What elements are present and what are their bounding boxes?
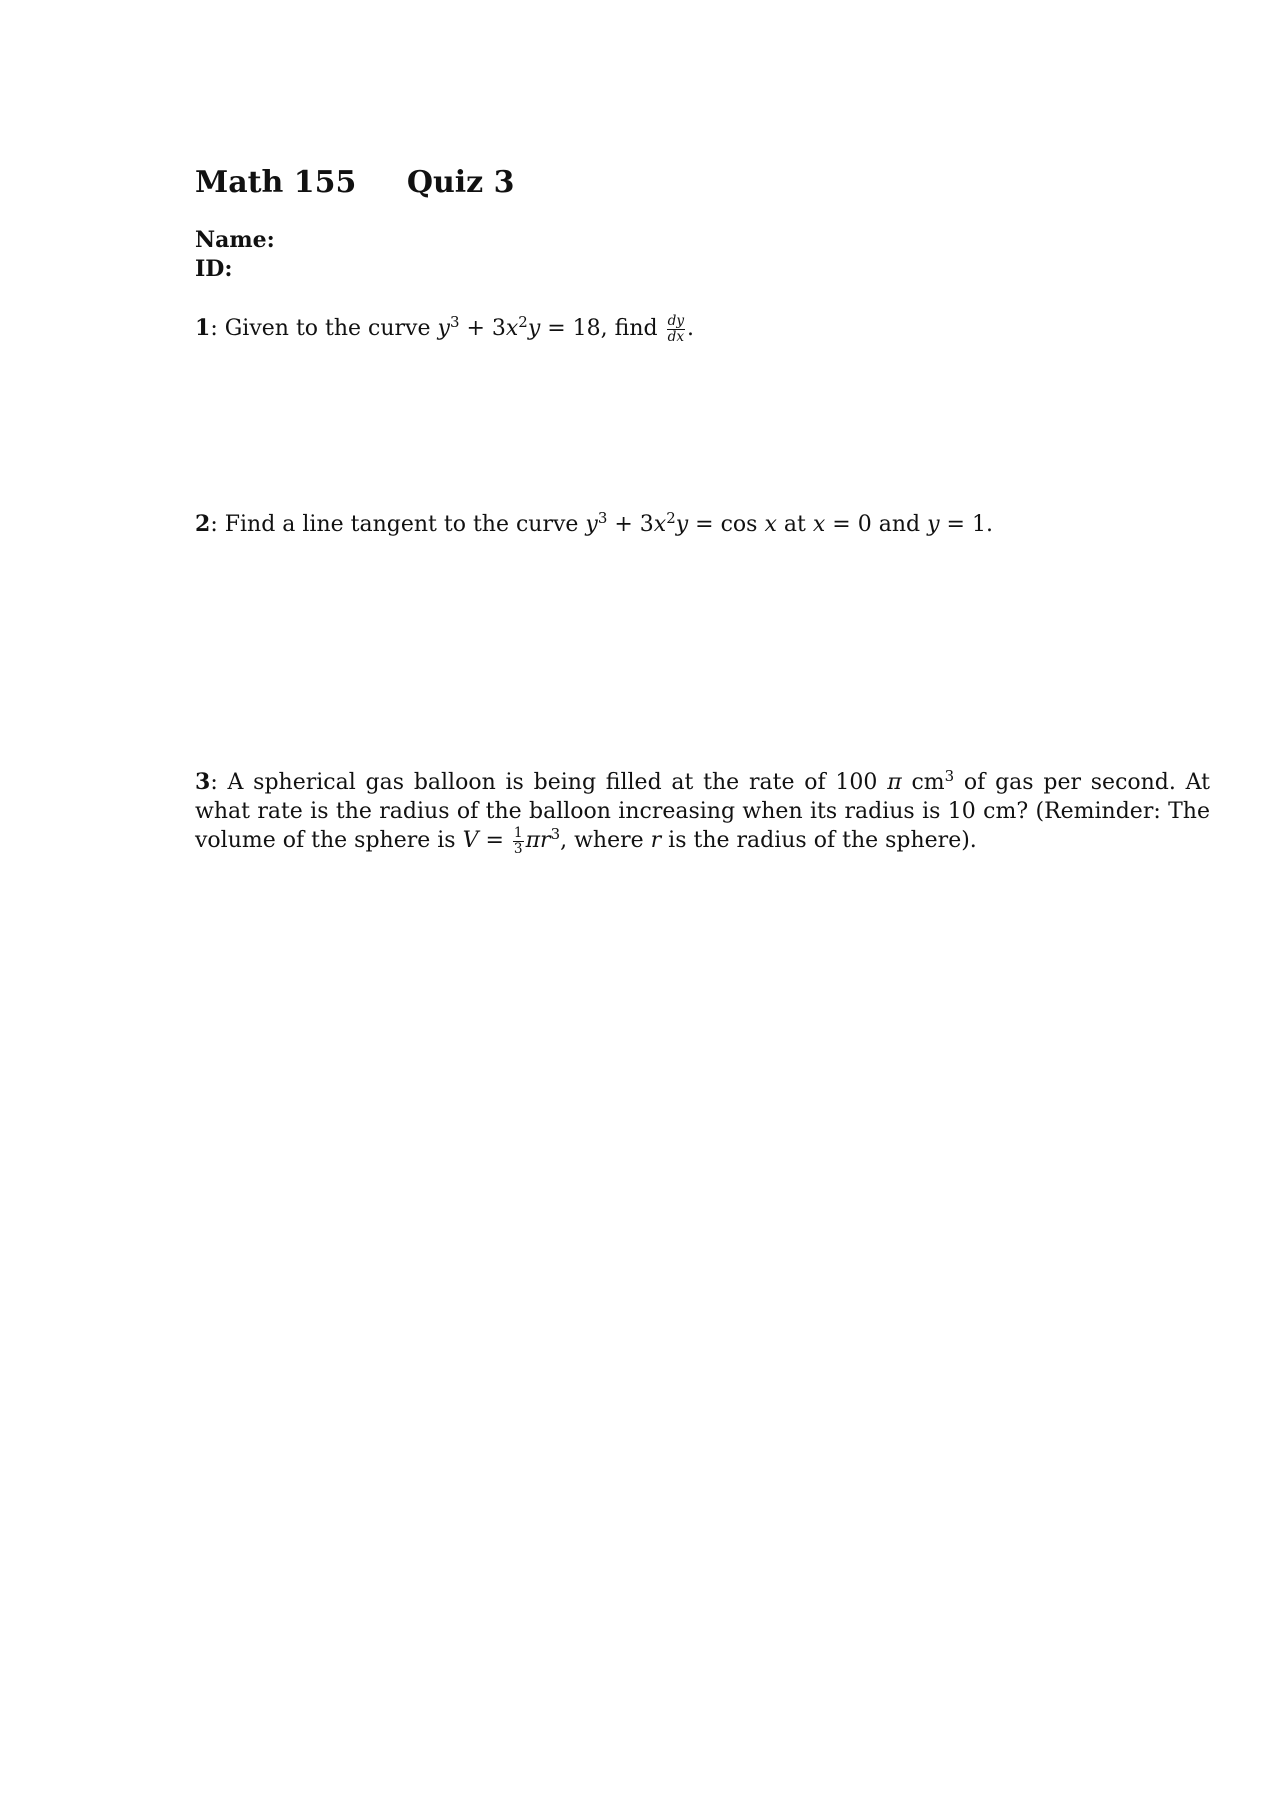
problem-text-d: is the radius of the sphere). <box>668 828 977 853</box>
id-label: ID: <box>195 256 233 282</box>
problem-number: 1 <box>195 315 211 341</box>
problem-intro: Find a line tangent to the curve <box>224 512 579 537</box>
variable-x: x <box>812 512 826 537</box>
problem-text-a: A spherical gas balloon is being filled at the rate of 100 <box>227 770 878 795</box>
equation-rest: = 18, find <box>547 316 658 341</box>
variable-y: y <box>927 512 940 537</box>
equation: $y^3 + 3x^2y$ <box>585 508 689 537</box>
problem-text-c: , where <box>560 828 644 853</box>
fraction-denominator: 3 <box>513 840 523 857</box>
one-third-fraction <box>513 826 524 856</box>
problem-intro: Given to the curve <box>224 316 431 341</box>
volume-symbol: V <box>462 828 479 853</box>
x-condition: = 0 and <box>832 512 921 537</box>
quiz-title: Quiz 3 <box>406 165 515 200</box>
problem-1: 1: Given to the curve $y^3 + 3x^2y = 18$, find $\frac{dy}{dx}$ . <box>195 312 695 345</box>
radius-symbol: r <box>650 828 662 853</box>
equation-rest: = cos <box>695 512 758 537</box>
problem-number: 2 <box>195 511 211 537</box>
fraction-numerator: 1 <box>513 825 523 842</box>
variable-x: x <box>764 512 777 537</box>
problem-3: 3: A spherical gas balloon is being filled at the rate of 100 π $cm^3$ of gas per second. At what rate is the radius of the balloon increasing when its radius is 10 cm? (Reminder: The volume of the sphere is V = $\frac{1}{3}$ $\pi r^3$, where r is the radius of the sphere). <box>195 766 1210 857</box>
radius-symbol: r <box>540 828 551 853</box>
fraction-denominator: dx <box>667 328 684 345</box>
equation: $y^3 + 3x^2y$ <box>437 312 541 341</box>
sentence-end: . <box>687 316 695 341</box>
course-title: Math 155 <box>195 165 357 200</box>
page-title <box>195 165 515 200</box>
unit: cm <box>911 770 945 795</box>
y-condition: = 1. <box>946 512 993 537</box>
pi-symbol: π <box>525 828 541 853</box>
problem-number: 3 <box>195 769 211 795</box>
derivative-fraction <box>667 314 685 344</box>
pi-symbol: π <box>887 770 902 795</box>
problem-text-b: of gas per second. At what rate is the radius of the balloon increasing when its radius is 10 cm? (Reminder: The volume of the sphere is <box>195 770 1210 853</box>
equals: = <box>485 828 504 853</box>
name-label: Name: <box>195 227 275 253</box>
at-text: at <box>783 512 806 537</box>
problem-2: 2: Find a line tangent to the curve $y^3 + 3x^2y = \cos x$ at x = 0 and y = 1. <box>195 508 993 537</box>
fraction-numerator: dy <box>667 313 685 330</box>
